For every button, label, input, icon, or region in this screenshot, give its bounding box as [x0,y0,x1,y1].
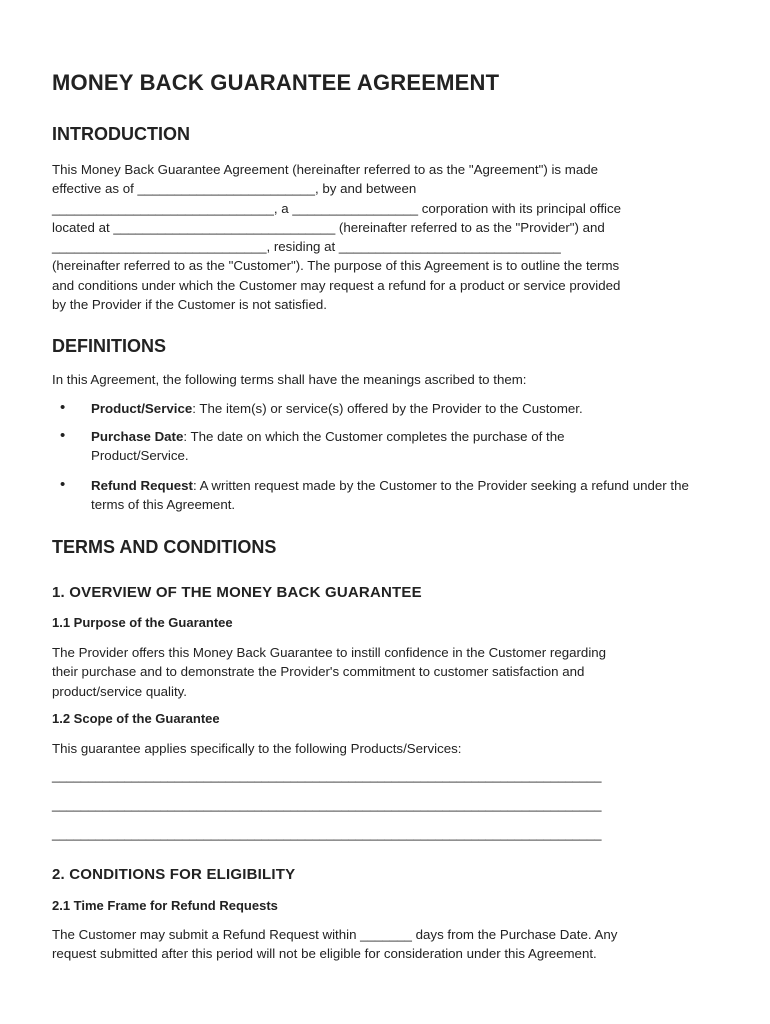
text-line: and conditions under which the Customer may request a refund for a product or service provided [52,277,621,293]
definition-text: : The item(s) or service(s) offered by the Provider to the Customer. [192,401,583,416]
section-1-heading: 1. OVERVIEW OF THE MONEY BACK GUARANTEE [52,584,422,601]
subsection-2-1-paragraph [52,925,722,964]
definition-term: Purchase Date [91,429,184,444]
document-title: MONEY BACK GUARANTEE AGREEMENT [52,70,500,95]
text-line: The Customer may submit a Refund Request within _______ days from the Purchase Date. Any [52,927,618,942]
bullet-icon: • [60,399,66,416]
blank-line: ____________________________________________________________________________ [52,768,602,783]
text-line: located at ______________________________ (hereinafter referred to as the "Provider") and [52,219,605,235]
text-line: product/service quality. [52,683,188,699]
definitions-heading: DEFINITIONS [52,336,167,356]
definition-item [91,476,721,515]
subsection-1-1-paragraph [52,643,722,701]
bullet-icon: • [60,427,66,444]
blank-line: ____________________________________________________________________________ [52,826,602,841]
subsection-1-2-heading: 1.2 Scope of the Guarantee [52,711,220,726]
definition-item [91,399,721,418]
definition-term: Product/Service [91,401,193,416]
subsection-1-2-text: This guarantee applies specifically to the following Products/Services: [52,741,462,756]
definitions-intro: In this Agreement, the following terms shall have the meanings ascribed to them: [52,372,527,387]
definition-term: Refund Request [91,478,193,493]
text-line: _____________________________, residing at ______________________________ [52,239,561,255]
text-line: This Money Back Guarantee Agreement (hereinafter referred to as the "Agreement") is made [52,162,599,177]
definition-text: : The date on which the Customer completes the purchase of the Product/Service. [91,429,565,464]
subsection-2-1-heading: 2.1 Time Frame for Refund Requests [52,898,278,913]
terms-heading: TERMS AND CONDITIONS [52,537,277,557]
subsection-1-1-heading: 1.1 Purpose of the Guarantee [52,615,233,630]
introduction-paragraph [52,160,722,314]
text-line: ______________________________, a _________________ corporation with its principal office [52,200,622,216]
text-line: by the Provider if the Customer is not satisfied. [52,297,327,313]
text-line: (hereinafter referred to as the "Customer"). The purpose of this Agreement is to outline the terms [52,258,620,274]
text-line: their purchase and to demonstrate the Provider's commitment to customer satisfaction and [52,664,585,680]
section-2-heading: 2. CONDITIONS FOR ELIGIBILITY [52,866,296,883]
blank-line: ____________________________________________________________________________ [52,797,602,812]
text-line: request submitted after this period will not be eligible for consideration under this Agreement. [52,946,597,962]
definition-text: : A written request made by the Customer to the Provider seeking a refund under the terms of this Agreement. [91,478,689,513]
introduction-heading: INTRODUCTION [52,124,190,144]
text-line: effective as of ________________________, by and between [52,181,417,197]
definition-item [91,427,651,466]
text-line: The Provider offers this Money Back Guarantee to instill confidence in the Customer regarding [52,645,607,660]
bullet-icon: • [60,476,66,493]
